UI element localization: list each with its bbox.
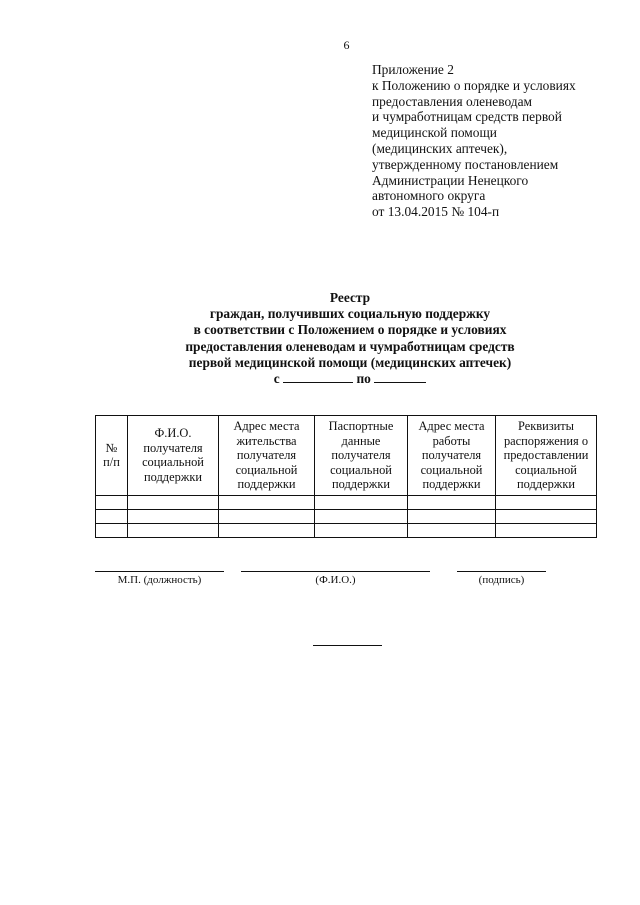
header-residence-address: Адрес места жительства получателя социальной поддержки	[219, 416, 315, 496]
title-line: в соответствии с Положением о порядке и условиях	[193, 322, 507, 338]
appendix-line: утвержденному постановлением	[372, 156, 559, 172]
table-cell[interactable]	[315, 523, 408, 537]
period-line	[60, 371, 640, 387]
position-label: М.П. (должность)	[117, 574, 202, 586]
table-cell[interactable]	[128, 523, 219, 537]
appendix-line: от 13.04.2015 № 104-п	[372, 204, 500, 220]
table-cell[interactable]	[219, 509, 315, 523]
registry-table	[95, 415, 597, 538]
header-number: № п/п	[96, 416, 128, 496]
table-cell[interactable]	[219, 523, 315, 537]
table-cell[interactable]	[408, 509, 496, 523]
signature-line[interactable]	[457, 571, 546, 572]
period-from-blank[interactable]	[283, 371, 353, 383]
table-row	[96, 495, 597, 509]
table-cell[interactable]	[128, 509, 219, 523]
signature-label: (подпись)	[478, 574, 525, 586]
appendix-line: предоставления оленеводам	[372, 93, 533, 109]
table-cell[interactable]	[315, 495, 408, 509]
appendix-header	[372, 62, 622, 220]
table-header-row	[96, 416, 597, 496]
table-cell[interactable]	[496, 523, 597, 537]
table-cell[interactable]	[219, 495, 315, 509]
document-title	[60, 290, 640, 387]
header-order-details: Реквизиты распоряжения о предоставлении социальной поддержки	[496, 416, 597, 496]
title-line: предоставления оленеводам и чумработницам средств	[185, 338, 515, 354]
appendix-line: автономного округа	[372, 188, 486, 204]
appendix-line: (медицинских аптечек),	[372, 140, 508, 156]
end-divider	[313, 645, 382, 646]
header-passport-data: Паспортные данные получателя социальной поддержки	[315, 416, 408, 496]
title-heading: Реестр	[329, 290, 371, 305]
table-row	[96, 509, 597, 523]
position-signature-line[interactable]	[95, 571, 224, 572]
period-to-blank[interactable]	[374, 371, 426, 383]
table-cell[interactable]	[96, 523, 128, 537]
appendix-line: Администрации Ненецкого	[372, 172, 529, 188]
table-row	[96, 523, 597, 537]
appendix-line: к Положению о порядке и условиях	[372, 77, 576, 93]
table-cell[interactable]	[408, 495, 496, 509]
title-line: граждан, получивших социальную поддержку	[209, 306, 491, 322]
appendix-line: и чумработницам средств первой	[372, 109, 562, 125]
header-full-name: Ф.И.О. получателя социальной поддержки	[128, 416, 219, 496]
table-cell[interactable]	[496, 495, 597, 509]
table-cell[interactable]	[96, 495, 128, 509]
table-cell[interactable]	[96, 509, 128, 523]
table-cell[interactable]	[128, 495, 219, 509]
table-cell[interactable]	[408, 523, 496, 537]
name-label: (Ф.И.О.)	[315, 574, 356, 586]
appendix-line: Приложение 2	[372, 62, 454, 77]
title-line: первой медицинской помощи (медицинских аптечек)	[188, 354, 512, 370]
appendix-line: медицинской помощи	[372, 125, 497, 141]
period-to-label: по	[356, 371, 371, 387]
header-work-address: Адрес места работы получателя социальной поддержки	[408, 416, 496, 496]
table-cell[interactable]	[315, 509, 408, 523]
table-cell[interactable]	[496, 509, 597, 523]
period-from-label: с	[273, 371, 280, 387]
page-number: 6	[343, 38, 350, 52]
name-signature-line[interactable]	[241, 571, 430, 572]
